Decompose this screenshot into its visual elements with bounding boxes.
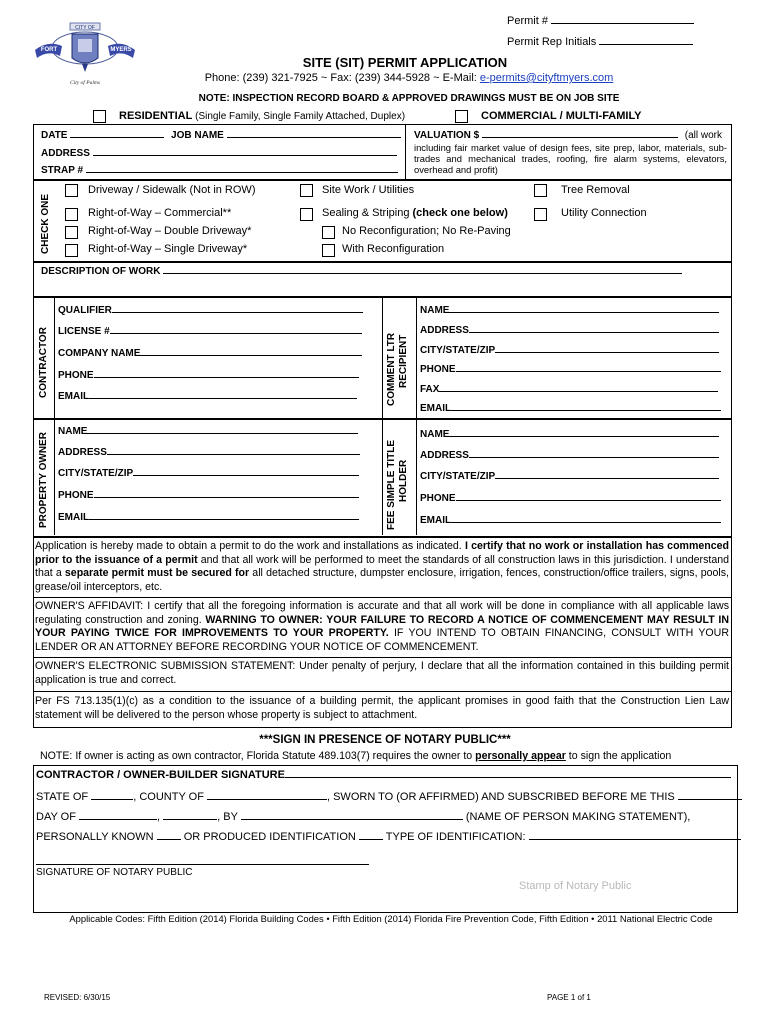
contractor-company-label: COMPANY NAME (58, 348, 141, 359)
permit-rep-label: Permit Rep Initials (507, 36, 597, 48)
affidavit-paragraph (35, 600, 729, 654)
comment-side-label-2: RECIPIENT (398, 334, 409, 388)
known-label: PERSONALLY KNOWN (36, 831, 154, 843)
notary-note (40, 750, 671, 762)
contractor-phone-row (58, 370, 359, 381)
application-paragraph (35, 540, 729, 594)
identification-row (36, 831, 741, 843)
affidavit-text-b: WARNING TO OWNER: YOUR FAILURE TO RECORD A NOTICE OF COMMENCEMENT MAY RESULT IN YOUR PAYING TWICE FOR IMPROVEMENTS TO YOUR PROPERTY. (35, 613, 729, 640)
affidavit-text-a: OWNER'S AFFIDAVIT: I certify that all the foregoing information is accurate and that all work will be done in compliance with all applicable laws regulating construction and zoning. (35, 600, 729, 626)
sworn-day-field[interactable] (678, 798, 742, 800)
commercial-label: COMMERCIAL / MULTI-FAMILY (481, 110, 642, 122)
contractor-side-divider (54, 296, 55, 418)
comment-phone-label: PHONE (420, 364, 456, 375)
signature-field[interactable] (285, 776, 731, 778)
job-info-divider (405, 124, 406, 179)
contractor-license-field[interactable] (110, 332, 362, 334)
sealing-note: (check one below) (412, 207, 508, 219)
address-row (41, 148, 397, 159)
day-row (36, 811, 690, 823)
description-field[interactable] (163, 272, 682, 274)
application-text-a: Application is hereby made to obtain a permit to do the work and installations as indicated. (35, 540, 465, 552)
sealing-label-row (322, 207, 508, 219)
site-work-label: Site Work / Utilities (322, 184, 415, 196)
contractor-email-row (58, 391, 357, 402)
notary-note-b: personally appear (475, 750, 566, 762)
owner-email-row (58, 512, 359, 523)
state-row (36, 791, 742, 803)
application-text-b: I certify that no work or installation has commenced prior to the issuance of a permit (35, 540, 729, 566)
notary-note-a: NOTE: If owner is acting as own contractor, Florida Statute 489.103(7) requires the owner to (40, 750, 476, 762)
page-title: SITE (SIT) PERMIT APPLICATION (302, 55, 508, 70)
person-label: (NAME OF PERSON MAKING STATEMENT), (465, 811, 691, 823)
valuation-label: VALUATION $ (414, 130, 480, 141)
contractor-email-label: EMAIL (58, 391, 90, 402)
comment-name-row (420, 305, 719, 316)
owner-side-divider (54, 418, 55, 535)
application-text-e: all detached structure, dumpster enclosure, irrigation, fences, construction/office trailers, signs, pools, grease/oil interceptors, etc. (35, 567, 729, 593)
with-reconfig-label: With Reconfiguration (342, 243, 445, 255)
fee-phone-field[interactable] (456, 499, 721, 501)
row-double-checkbox[interactable] (65, 226, 78, 239)
residential-checkbox[interactable] (93, 110, 106, 123)
residential-label-row (119, 110, 405, 122)
fee-address-field[interactable] (469, 456, 719, 458)
address-label: ADDRESS (41, 148, 90, 159)
email-link[interactable]: e-permits@cityftmyers.com (479, 72, 614, 84)
day-comma: , (157, 811, 161, 823)
fee-name-label: NAME (420, 429, 450, 440)
fee-side-divider (416, 418, 417, 535)
owner-phone-label: PHONE (58, 490, 94, 501)
sealing-checkbox[interactable] (300, 208, 313, 221)
residential-label: RESIDENTIAL (119, 110, 193, 122)
fee-email-field[interactable] (451, 521, 721, 523)
site-work-checkbox[interactable] (300, 184, 313, 197)
comment-city-label: CITY/STATE/ZIP (420, 345, 496, 356)
notary-note-c: to sign the application (565, 750, 672, 762)
tree-removal-label: Tree Removal (561, 184, 630, 196)
id-type-label: TYPE OF IDENTIFICATION: (385, 831, 526, 843)
fee-name-field[interactable] (449, 435, 719, 437)
contractor-email-field[interactable] (89, 397, 357, 399)
logo-top-text: CITY OF (75, 25, 95, 31)
residential-sub: (Single Family, Single Family Attached, Duplex) (192, 111, 406, 122)
comment-name-label: NAME (420, 305, 450, 316)
contractor-phone-label: PHONE (58, 370, 94, 381)
owner-email-label: EMAIL (58, 512, 90, 523)
comment-side-divider (416, 296, 417, 418)
permit-number-label: Permit # (507, 15, 548, 27)
row-single-checkbox[interactable] (65, 244, 78, 257)
permit-number-row (507, 15, 694, 27)
strap-label: STRAP # (41, 165, 84, 176)
with-reconfig-checkbox[interactable] (322, 244, 335, 257)
date-row (41, 130, 401, 141)
valuation-note: including fair market value of design fees, site prep, labor, materials, sub-trades and mechanical trades, roofing, fire alarm systems, elevators, overhead and profit) (414, 142, 727, 175)
contact-line (0, 72, 770, 84)
fee-city-field[interactable] (495, 477, 719, 479)
owner-side-label: PROPERTY OWNER (38, 432, 49, 528)
owner-address-label: ADDRESS (58, 447, 107, 458)
permit-number-field[interactable] (551, 22, 694, 24)
comment-fax-label: FAX (420, 384, 440, 395)
day-label: DAY OF (36, 811, 76, 823)
state-field[interactable] (91, 798, 133, 800)
contractor-side-label: CONTRACTOR (38, 327, 49, 398)
no-reconfig-checkbox[interactable] (322, 226, 335, 239)
owner-city-row (58, 468, 359, 479)
owner-phone-row (58, 490, 359, 501)
contractor-divider (382, 296, 383, 418)
contractor-phone-field[interactable] (94, 376, 359, 378)
comment-city-row (420, 345, 719, 356)
comment-fax-field[interactable] (439, 390, 718, 392)
affidavit-text-c: IF YOU INTEND TO OBTAIN FINANCING, CONSULT WITH YOUR LENDER OR AN ATTORNEY BEFORE RECORDING YOUR NOTICE OF COMMENCEMENT. (35, 627, 729, 653)
owner-divider (382, 418, 383, 535)
comment-name-field[interactable] (449, 311, 719, 313)
permit-rep-row (507, 36, 693, 48)
strap-row (41, 165, 398, 176)
no-reconfig-label: No Reconfiguration; No Re-Paving (342, 225, 511, 237)
fee-side-label-1: FEE SIMPLE TITLE (386, 439, 397, 530)
day-year-field[interactable] (163, 818, 217, 820)
valuation-row (414, 130, 722, 141)
owner-address-field[interactable] (107, 453, 360, 455)
owner-phone-field[interactable] (94, 496, 359, 498)
fee-name-row (420, 429, 719, 440)
contractor-company-field[interactable] (140, 354, 362, 356)
fee-address-row (420, 450, 719, 461)
owner-city-label: CITY/STATE/ZIP (58, 468, 134, 479)
contractor-license-label: LICENSE # (58, 326, 110, 337)
fee-city-row (420, 471, 719, 482)
notary-heading: ***SIGN IN PRESENCE OF NOTARY PUBLIC*** (259, 734, 511, 746)
comment-email-label: EMAIL (420, 403, 452, 414)
comment-address-field[interactable] (469, 331, 719, 333)
owner-city-field[interactable] (133, 474, 359, 476)
comment-address-label: ADDRESS (420, 325, 469, 336)
sealing-label: Sealing & Striping (322, 207, 410, 219)
notary-signature-label: SIGNATURE OF NOTARY PUBLIC (36, 867, 193, 878)
state-label: STATE OF (36, 791, 89, 803)
notary-signature-line[interactable] (36, 864, 369, 865)
fee-address-label: ADDRESS (420, 450, 469, 461)
commercial-checkbox[interactable] (455, 110, 468, 123)
permit-rep-field[interactable] (599, 43, 693, 45)
sworn-label: , SWORN TO (OR AFFIRMED) AND SUBSCRIBED BEFORE ME THIS (326, 791, 675, 803)
check-one-side-label: CHECK ONE (40, 193, 51, 254)
county-field[interactable] (207, 798, 327, 800)
description-row (41, 266, 682, 277)
comment-city-field[interactable] (495, 351, 719, 353)
owner-name-field[interactable] (87, 432, 358, 434)
contractor-license-row (58, 326, 362, 337)
comment-phone-row (420, 364, 721, 375)
utility-checkbox[interactable] (534, 208, 547, 221)
logo-ribbon-left: FORT (40, 47, 58, 53)
comment-email-row (420, 403, 721, 414)
comment-fax-row (420, 384, 718, 395)
owner-email-field[interactable] (89, 518, 359, 520)
lien-law-paragraph: Per FS 713.135(1)(c) as a condition to the issuance of a building permit, the applicant promises in good faith that the Construction Lien Law statement will be delivered to the person whose property is subject to attachment. (35, 695, 729, 721)
fee-city-label: CITY/STATE/ZIP (420, 471, 496, 482)
row-single-label: Right-of-Way – Single Driveway* (88, 243, 248, 255)
valuation-tail: (all work (684, 130, 722, 141)
comment-email-field[interactable] (451, 409, 721, 411)
known-field[interactable] (157, 838, 181, 840)
contractor-company-row (58, 348, 362, 359)
revised-date: REVISED: 6/30/15 (44, 993, 111, 1002)
fee-email-label: EMAIL (420, 515, 452, 526)
fee-side-label-2: HOLDER (398, 459, 409, 502)
comment-side-label-1: COMMENT LTR (386, 332, 397, 406)
page-number: PAGE 1 of 1 (547, 993, 591, 1002)
logo-caption: City of Palms (70, 80, 100, 86)
row-commercial-label: Right-of-Way – Commercial** (88, 207, 232, 219)
row-double-label: Right-of-Way – Double Driveway* (88, 225, 252, 237)
job-name-label: JOB NAME (171, 130, 224, 141)
owner-name-row (58, 426, 358, 437)
strap-field[interactable] (86, 171, 398, 173)
contractor-qualifier-field[interactable] (112, 311, 363, 313)
job-site-note: NOTE: INSPECTION RECORD BOARD & APPROVED DRAWINGS MUST BE ON JOB SITE (198, 93, 620, 104)
legal-divider-1 (33, 597, 731, 598)
county-label: , COUNTY OF (133, 791, 204, 803)
or-id-label: OR PRODUCED IDENTIFICATION (183, 831, 356, 843)
owner-name-label: NAME (58, 426, 88, 437)
contractor-qualifier-row (58, 305, 363, 316)
signature-row (36, 769, 731, 781)
application-text-d: separate permit must be secured for (64, 567, 250, 580)
contractor-qualifier-label: QUALIFIER (58, 305, 112, 316)
application-text-c: and that all work will be performed to meet the standards of all construction laws in this jurisdiction. I understand that a (35, 553, 729, 580)
driveway-label: Driveway / Sidewalk (Not in ROW) (88, 184, 256, 196)
owner-address-row (58, 447, 360, 458)
date-label: DATE (41, 130, 68, 141)
tree-removal-checkbox[interactable] (534, 184, 547, 197)
fee-phone-label: PHONE (420, 493, 456, 504)
row-commercial-checkbox[interactable] (65, 208, 78, 221)
fee-phone-row (420, 493, 721, 504)
notary-stamp-label: Stamp of Notary Public (519, 880, 632, 892)
or-id-field[interactable] (359, 838, 383, 840)
driveway-checkbox[interactable] (65, 184, 78, 197)
legal-divider-3 (33, 691, 731, 692)
day-month-field[interactable] (79, 818, 157, 820)
job-name-field[interactable] (227, 136, 401, 138)
date-field[interactable] (70, 136, 164, 138)
valuation-field[interactable] (482, 136, 678, 138)
contact-text: Phone: (239) 321-7925 ~ Fax: (239) 344-5928 ~ E-Mail: (204, 72, 480, 84)
description-label: DESCRIPTION OF WORK (41, 266, 161, 277)
comment-phone-field[interactable] (456, 370, 721, 372)
id-type-field[interactable] (529, 838, 741, 840)
person-name-field[interactable] (241, 818, 463, 820)
comment-address-row (420, 325, 719, 336)
legal-divider-2 (33, 657, 731, 658)
logo-ribbon-right: MYERS (110, 47, 132, 53)
utility-label: Utility Connection (561, 207, 647, 219)
electronic-submission-paragraph: OWNER'S ELECTRONIC SUBMISSION STATEMENT: Under penalty of perjury, I declare that all the information contained in this building permit application is true and correct. (35, 660, 729, 686)
fee-email-row (420, 515, 721, 526)
applicable-codes: Applicable Codes: Fifth Edition (2014) Florida Building Codes • Fifth Edition (2014) Florida Fire Prevention Code, Fifth Edition • 2011 National Electric Code (69, 913, 713, 924)
signature-label: CONTRACTOR / OWNER-BUILDER SIGNATURE (36, 769, 285, 781)
address-field[interactable] (93, 154, 397, 156)
by-label: , BY (217, 811, 238, 823)
